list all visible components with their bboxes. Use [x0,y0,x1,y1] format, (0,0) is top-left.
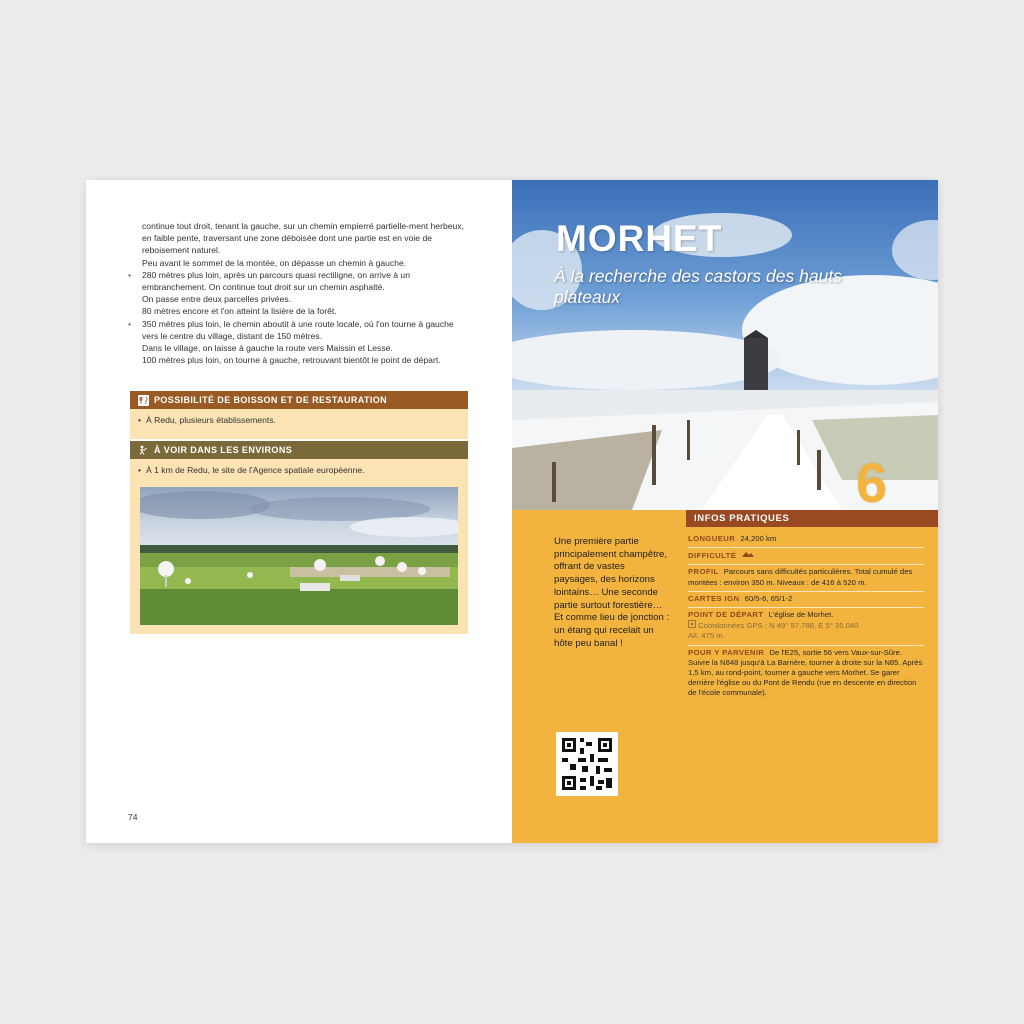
info-label: PROFIL [688,567,719,577]
infos-header: INFOS PRATIQUES [686,510,938,527]
info-label: POUR Y PARVENIR [688,647,765,657]
paragraph: Dans le village, on laisse à gauche la route vers Maissin et Lesse. [142,343,393,354]
infos-list [688,532,924,702]
food-box-header [130,391,468,409]
info-value: 60/5-6, 65/1-2 [744,593,793,603]
sights-box-header [130,441,468,459]
info-label: LONGUEUR [688,534,736,543]
book-spread [86,180,938,843]
food-box-item: • À Redu, plusieurs établissements. [130,409,468,431]
gps-coordinates: Coordonnées GPS : N 49° 57.788, E 5° 35.040 [698,621,859,631]
difficulty-icon [741,551,755,560]
info-access [688,646,924,702]
paragraph: 100 mètres plus loin, on tourne à gauche, retrouvant bientôt le point de départ. [142,355,441,366]
info-start [688,608,924,646]
route-intro: Une première partie principalement champêtre, offrant de vastes paysages, des horizons lointains… Une seconde partie surtout forestière… Et comme lieu de jonction : un étang qui recelait un hôte peu banal ! [554,536,670,649]
sights-box-item: • À 1 km de Redu, le site de l'Agence spatiale européenne. [130,459,468,481]
paragraph: continue tout droit, tenant la gauche, sur un chemin empierré partielle-ment herbeux, en faible pente, traversant une zone déboisée dont une partie est en voie de reboisement naturel. [142,221,464,256]
route-description [128,220,468,366]
info-length [688,532,924,548]
info-maps [688,592,924,608]
sightseeing-icon [138,445,149,456]
info-profile [688,565,924,591]
bullet-paragraph: • 350 mètres plus loin, le chemin aboutit à une route locale, où l'on tourne à gauche vers le centre du village, distant de 150 mètres. [128,318,468,342]
info-label: CARTES IGN [688,593,740,603]
restaurant-icon [138,395,149,406]
satellite-station-photo [140,487,458,625]
right-page [512,180,938,843]
info-label: POINT DE DÉPART [688,610,764,620]
sights-box-title: À VOIR DANS LES ENVIRONS [154,445,293,455]
info-value: 24,200 km [740,534,777,543]
gps-icon [688,621,696,630]
route-subtitle: À la recherche des castors des hauts plateaux [554,266,842,307]
paragraph: On passe entre deux parcelles privées. [142,294,292,305]
route-number: 6 [856,451,888,514]
paragraph: 80 mètres encore et l'on atteint la lisière de la forêt. [142,306,337,317]
food-box-title: POSSIBILITÉ DE BOISSON ET DE RESTAURATION [154,395,388,405]
sights-box [130,441,468,634]
altitude: Alt. 475 m. [688,631,725,641]
info-value: Parcours sans difficultés particulières. Total cumulé des montées : environ 350 m. Niveaux : de 416 à 520 m. [688,567,913,587]
paragraph: Peu avant le sommet de la montée, on dépasse un chemin à gauche. [142,257,407,268]
left-page [86,180,512,843]
info-value: L'église de Morhet. [768,610,834,620]
route-title: MORHET [556,218,723,259]
bullet-paragraph: • 280 mètres plus loin, après un parcours quasi rectiligne, on arrive à un embranchement. On continue tout droit sur un chemin asphalté. [128,269,468,293]
qr-code[interactable] [556,732,618,796]
food-box [130,391,468,439]
info-difficulty [688,548,924,565]
info-value: De l'E25, sortie 56 vers Vaux-sur-Sûre. Suivre la N848 jusqu'à La Barrière, tourner à droite sur la N85. Après 1,5 km, au rond-point, tourner à gauche vers Morhet. Se garer derrière l'église ou du Pont de Rendu (rue en descente en direction de l'école communale). [688,647,923,698]
page-number: 74 [128,812,138,822]
info-label: DIFFICULTÉ [688,551,737,561]
